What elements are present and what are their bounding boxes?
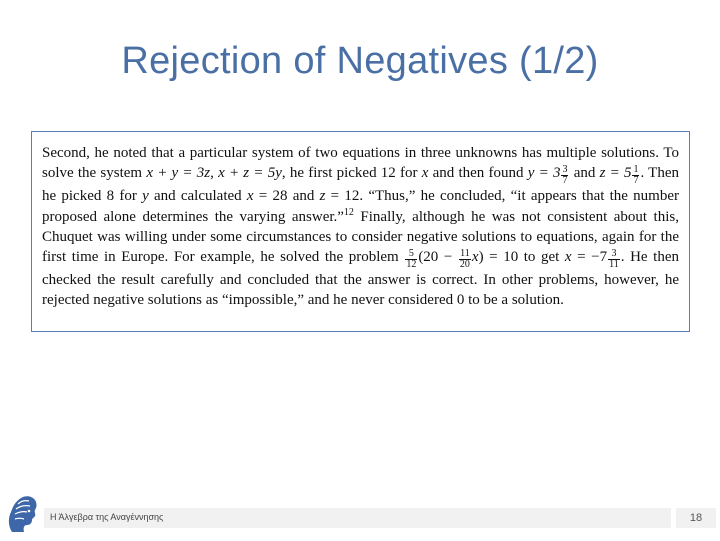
fraction: $\frac{11}{20}$ xyxy=(459,248,470,271)
fraction: $\frac{3}{11}$ xyxy=(609,248,619,271)
fraction: $\frac{5}{12}$ xyxy=(406,248,417,271)
page-number: 18 xyxy=(676,508,716,528)
footnote-marker: 12 xyxy=(343,206,354,218)
slide-title: Rejection of Negatives (1/2) xyxy=(121,40,599,82)
text-excerpt xyxy=(31,131,690,332)
footer-course-name: Η Άλγεβρα της Αναγέννησης xyxy=(50,512,164,522)
footer-bar xyxy=(44,508,671,528)
excerpt-paragraph: Second, he noted that a particular system of two equations in three unknowns has multiple solutions. To solve the system x + y = 3z, x + z = 5y, he first picked 12 for x and then found y = 3 $\frac{3}{7}$ and z = 5 $\frac{1}{7}$ . Then he picked 8 for y and calculated x = 28 and z = 12. “Thus,” he concluded, “it appears that the number proposed alone determines the varying answer.”$^{12}$ Finally, although he was not consistent about this, Chuquet was willing under some circumstances to consider negative solutions to equations, again for the first time in Europe. For example, he solved the problem $\frac{5}{12}$ (20 − $\frac{11}{20}$ x) = 10 to get x = −7 $\frac{3}{11}$ . He then checked the result carefully and concluded that the answer is correct. In other problems, however, he rejected negative solutions as “impossible,” and he never considered 0 to be a solution. xyxy=(42,145,680,309)
fraction: $\frac{1}{7}$ xyxy=(633,164,639,187)
greek-head-profile-logo-icon xyxy=(4,492,40,536)
fraction: $\frac{3}{7}$ xyxy=(562,164,568,187)
